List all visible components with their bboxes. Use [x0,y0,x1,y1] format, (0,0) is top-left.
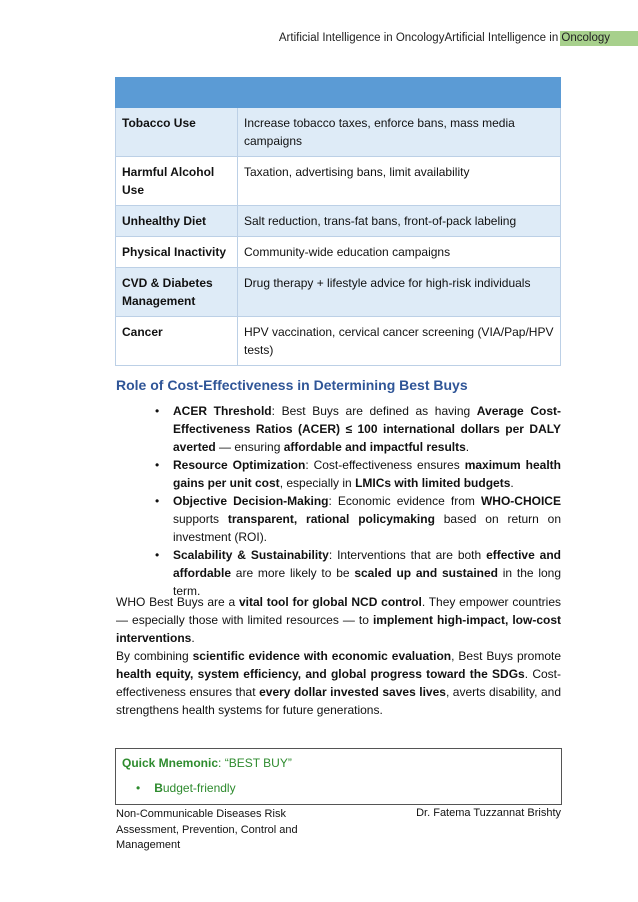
table-row [116,206,561,237]
bullet-icon: • [155,548,160,562]
intervention-cell: Drug therapy + lifestyle advice for high-risk individuals [238,268,561,317]
bullet-text: . [465,440,470,454]
bullet-text: supports [173,512,228,526]
bullet-text: , especially in [279,476,356,490]
bullet-text: : Best Buys are defined as having [271,404,477,418]
intervention-cell: Taxation, advertising bans, limit availability [238,157,561,206]
bullet-text: . [510,476,514,490]
mnemonic-title [122,756,292,770]
bullet-icon: • [155,458,160,472]
para-emphasis: health equity, system efficiency, and global progress toward the SDGs [116,667,525,681]
mnemonic-box [115,748,562,805]
para-emphasis: every dollar invested saves lives [259,685,446,699]
risk-factor-cell: Tobacco Use [116,108,238,157]
risk-factor-cell: Cancer [116,317,238,366]
bullet-text: are more likely to be [231,566,355,580]
table-row [116,108,561,157]
para-text: . They empower countries — especially those with limited resources — to [116,595,562,627]
para-text: WHO Best Buys are a [116,595,239,609]
risk-factor-cell: Unhealthy Diet [116,206,238,237]
bullet-icon: • [155,494,160,508]
bullet-lead: Objective Decision-Making [173,494,329,508]
bullet-text: : Interventions that are both [328,548,487,562]
intervention-cell: HPV vaccination, cervical cancer screening (VIA/Pap/HPV tests) [238,317,561,366]
table-header-cell [238,78,561,108]
bullet-text: in the long term. [173,566,562,598]
bullet-emphasis: LMICs with limited budgets [355,476,511,490]
bullet-emphasis: scaled up and sustained [354,566,498,580]
bullet-emphasis: WHO-CHOICE [480,494,561,508]
list-item [149,492,561,546]
bullet-icon: • [136,781,141,795]
table-header-cell [116,78,238,108]
summary-paragraph [116,593,561,647]
bullet-emphasis: transparent, rational policymaking [227,512,435,526]
para-text: By combining [116,649,193,663]
para-text: , averts disability, and strengthens health systems for future generations. [116,685,562,717]
running-header: Artificial Intelligence in OncologyArtificial Intelligence in Oncology [278,32,610,44]
section-heading: Role of Cost-Effectiveness in Determining Best Buys [116,377,468,393]
table-row [116,317,561,366]
risk-factor-cell: CVD & Diabetes Management [116,268,238,317]
bullet-emphasis: effective and affordable [173,548,561,580]
table-row [116,237,561,268]
conclusion-paragraph [116,647,561,719]
cost-effectiveness-list [149,402,561,600]
bullet-lead: Resource Optimization [173,458,306,472]
table-row [116,268,561,317]
bullet-lead: ACER Threshold [173,404,272,418]
list-item [149,546,561,600]
bullet-icon: • [155,404,160,418]
bullet-emphasis: maximum health gains per unit cost [173,458,561,490]
risk-factor-cell: Physical Inactivity [116,237,238,268]
bullet-emphasis: Average Cost-Effectiveness Ratios (ACER) ≤ 100 international dollars per DALY averted [173,404,562,454]
para-emphasis: implement high-impact, low-cost interventions [116,613,561,645]
list-item [149,402,561,456]
intervention-cell: Increase tobacco taxes, enforce bans, mass media campaigns [238,108,561,157]
footer-author: Dr. Fatema Tuzzannat Brishty [416,807,561,819]
intervention-cell: Community-wide education campaigns [238,237,561,268]
bullet-lead: Scalability & Sustainability [173,548,329,562]
mnemonic-item [136,781,236,795]
table-row [116,157,561,206]
bullet-text: based on return on investment (ROI). [173,512,561,544]
footer-book-title: Non-Communicable Diseases Risk Assessment, Prevention, Control and Management [116,808,298,851]
bullet-text: — ensuring [215,440,284,454]
risk-factor-cell: Harmful Alcohol Use [116,157,238,206]
bullet-emphasis: affordable and impactful results [283,440,466,454]
para-text: , Best Buys promote [451,649,562,663]
list-item [149,456,561,492]
table-header-row [116,78,561,108]
mnemonic-label: Quick Mnemonic [122,756,219,770]
intervention-cell: Salt reduction, trans-fat bans, front-of-pack labeling [238,206,561,237]
mnemonic-letter: B [154,781,163,795]
para-text: . Cost-effectiveness ensures that [116,667,561,699]
best-buys-table [115,77,561,366]
bullet-text: : Cost-effectiveness ensures [305,458,465,472]
mnemonic-value: : “BEST BUY” [218,756,292,770]
mnemonic-rest: udget-friendly [162,781,236,795]
para-emphasis: scientific evidence with economic evaluation [192,649,452,663]
para-emphasis: vital tool for global NCD control [238,595,422,609]
bullet-text: : Economic evidence from [328,494,481,508]
para-text: . [191,631,195,645]
